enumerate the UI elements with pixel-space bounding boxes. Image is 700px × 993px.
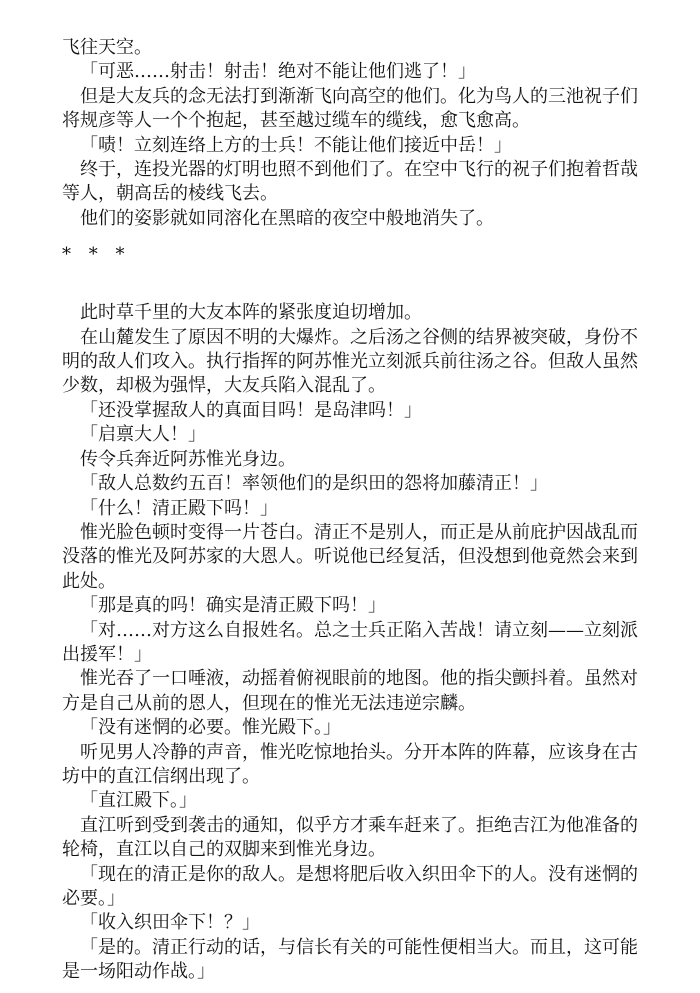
paragraph: 他们的姿影就如同溶化在黑暗的夜空中般地消失了。	[80, 207, 494, 229]
paragraph: 「没有迷惘的必要。惟光殿下。」	[80, 717, 341, 739]
paragraph: 「可恶……射击！射击！绝对不能让他们逃了！」	[80, 61, 476, 83]
paragraph: 「敌人总数约五百！率领他们的是织田的怨将加藤清正！」	[80, 473, 548, 495]
paragraph: 终于，连投光器的灯明也照不到他们了。在空中飞行的祝子们抱着哲哉等人，朝高岳的棱线飞去。	[62, 159, 638, 205]
paragraph: 「直江殿下。」	[80, 790, 197, 812]
paragraph: 「是的。清正行动的话，与信长有关的可能性便相当大。而且，这可能是一场阳动作战。」	[62, 936, 638, 983]
paragraph: 惟光脸色顿时变得一片苍白。清正不是别人，而正是从前庇护因战乱而没落的惟光及阿苏家的大恩人。听说他已经复活，但没想到他竟然会来到此处。	[62, 521, 638, 592]
paragraph: 飞往天空。	[62, 37, 152, 58]
paragraph: 「还没掌握敌人的真面目吗！是岛津吗！」	[80, 399, 422, 421]
paragraph: 「收入织田伞下！？」	[80, 912, 260, 934]
paragraph: 「启禀大人！」	[80, 424, 206, 446]
paragraph: 直江听到受到袭击的通知，似乎方才乘车赶来了。拒绝吉江为他准备的轮椅，直江以自己的双脚来到惟光身边。	[62, 814, 638, 861]
paragraph: 「啧！立刻连络上方的士兵！不能让他们接近中岳！」	[80, 134, 512, 156]
paragraph: 「对……对方这么自报姓名。总之士兵正陷入苦战！请立刻——立刻派出援军！」	[62, 619, 638, 665]
paragraph: 「现在的清正是你的敌人。是想将肥后收入织田伞下的人。没有迷惘的必要。」	[62, 863, 638, 909]
novel-page	[62, 36, 638, 985]
paragraph: 「什么！清正殿下吗！」	[80, 497, 278, 519]
paragraph: 惟光吞了一口唾液，动摇着俯视眼前的地图。他的指尖颤抖着。虽然对方是自己从前的恩人，但现在的惟光无法违逆宗麟。	[62, 668, 638, 714]
paragraph: 传令兵奔近阿苏惟光身边。	[80, 448, 296, 470]
paragraph: 此时草千里的大友本阵的紧张度迫切增加。	[80, 302, 422, 324]
paragraph: 「那是真的吗！确实是清正殿下吗！」	[80, 595, 386, 617]
paragraph: 但是大友兵的念无法打到渐渐飞向高空的他们。化为鸟人的三池祝子们将规彦等人一个个抱起，甚至越过缆车的缆线，愈飞愈高。	[62, 85, 638, 132]
paragraph: 在山麓发生了原因不明的大爆炸。之后汤之谷侧的结界被突破，身份不明的敌人们攻入。执行指挥的阿苏惟光立刻派兵前往汤之谷。但敌人虽然少数，却极为强悍，大友兵陷入混乱了。	[62, 326, 638, 397]
paragraph: 听见男人冷静的声音，惟光吃惊地抬头。分开本阵的阵幕，应该身在古坊中的直江信纲出现了。	[62, 741, 638, 787]
spacer	[62, 267, 638, 301]
section-separator: * * *	[62, 244, 131, 266]
